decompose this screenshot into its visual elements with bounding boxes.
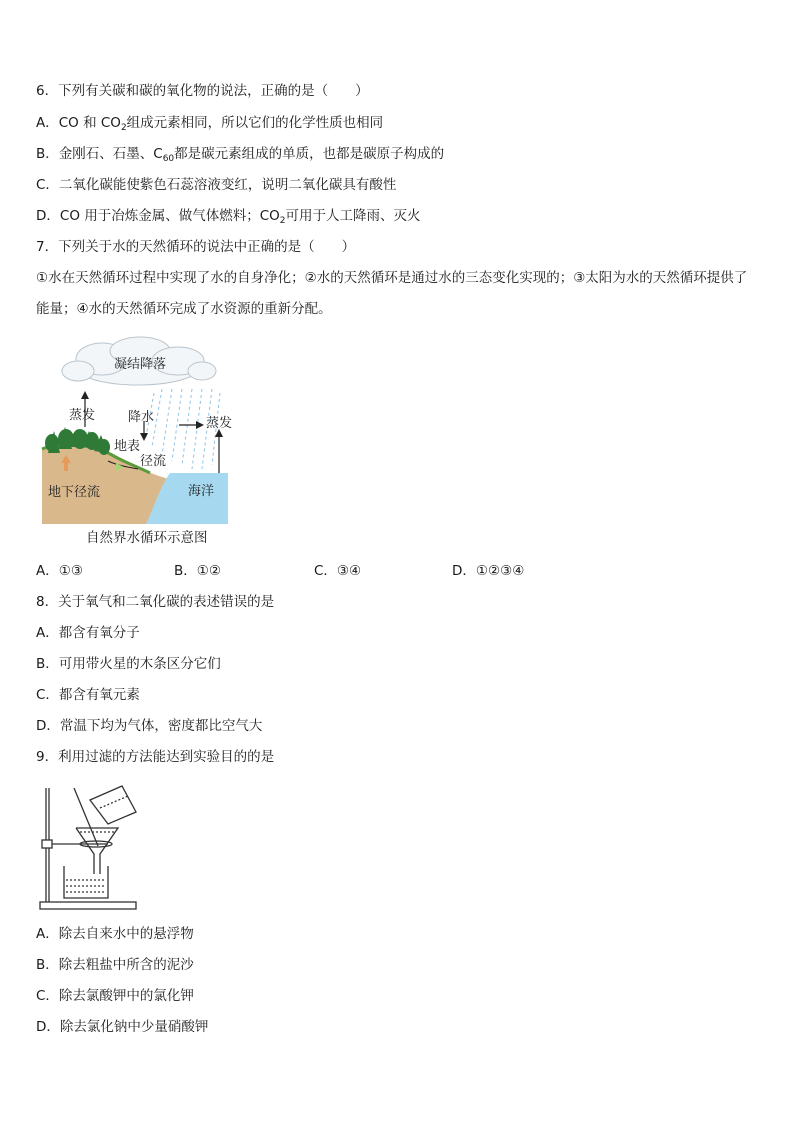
q9-option-a: A．除去自来水中的悬浮物: [36, 926, 194, 942]
label-condense: 凝结降落: [114, 357, 167, 372]
q7-statements: ①水在天然循环过程中实现了水的自身净化；②水的天然循环是通过水的三态变化实现的；③太阳为水的天然循环提供了能量；④水的天然循环完成了水资源的重新分配。: [36, 270, 748, 317]
q8-option-a: A．都含有氧分子: [36, 625, 140, 641]
q7-option-b: B．①②: [174, 563, 221, 579]
q9-option-b: B．除去粗盐中所含的泥沙: [36, 957, 194, 973]
q8-stem: 8．关于氧气和二氧化碳的表述错误的是: [36, 594, 275, 610]
filtration-apparatus-icon: [38, 784, 140, 912]
q9-option-d: D．除去氯化钠中少量硝酸钾: [36, 1019, 209, 1035]
water-cycle-illustration: [42, 337, 233, 524]
q7-stem: 7．下列关于水的天然循环的说法中正确的是（ ）: [36, 239, 356, 255]
q6-option-c: C．二氧化碳能使紫色石蕊溶液变红，说明二氧化碳具有酸性: [36, 177, 397, 193]
q8-option-b: B．可用带火星的木条区分它们: [36, 656, 221, 672]
q7-options: [36, 561, 758, 581]
label-surface-1: 地表: [114, 439, 141, 454]
q8-option-d: D．常温下均为气体，密度都比空气大: [36, 718, 263, 734]
label-evap-left: 蒸发: [69, 408, 96, 423]
figure-caption: 自然界水循环示意图: [86, 530, 208, 546]
q6-stem: 6．下列有关碳和碳的氧化物的说法，正确的是（ ）: [36, 83, 369, 99]
q7-option-c: C．③④: [314, 563, 362, 579]
q7-option-d: D．①②③④: [452, 563, 525, 579]
q8-option-c: C．都含有氧元素: [36, 687, 140, 703]
label-ground: 地下径流: [48, 485, 101, 500]
filtration-apparatus-figure: [38, 784, 140, 912]
q9-stem: 9．利用过滤的方法能达到实验目的的是: [36, 749, 275, 765]
label-evap-right: 蒸发: [206, 416, 233, 431]
q9-option-c: C．除去氯酸钾中的氯化钾: [36, 988, 194, 1004]
water-cycle-figure: [42, 337, 233, 524]
q7-option-a: A．①③: [36, 563, 83, 579]
label-surface-2: 径流: [140, 454, 167, 469]
q6-option-d: D．CO 用于冶炼金属、做气体燃料；$CO_2$可用于人工降雨、灭火: [36, 208, 421, 226]
q6-option-b: B．金刚石、石墨、$C_{60}$都是碳元素组成的单质，也都是碳原子构成的: [36, 146, 445, 164]
label-ocean: 海洋: [188, 484, 215, 499]
q6-option-a: A．CO 和 $CO_2$组成元素相同，所以它们的化学性质也相同: [36, 115, 384, 133]
label-precip: 降水: [128, 410, 155, 425]
